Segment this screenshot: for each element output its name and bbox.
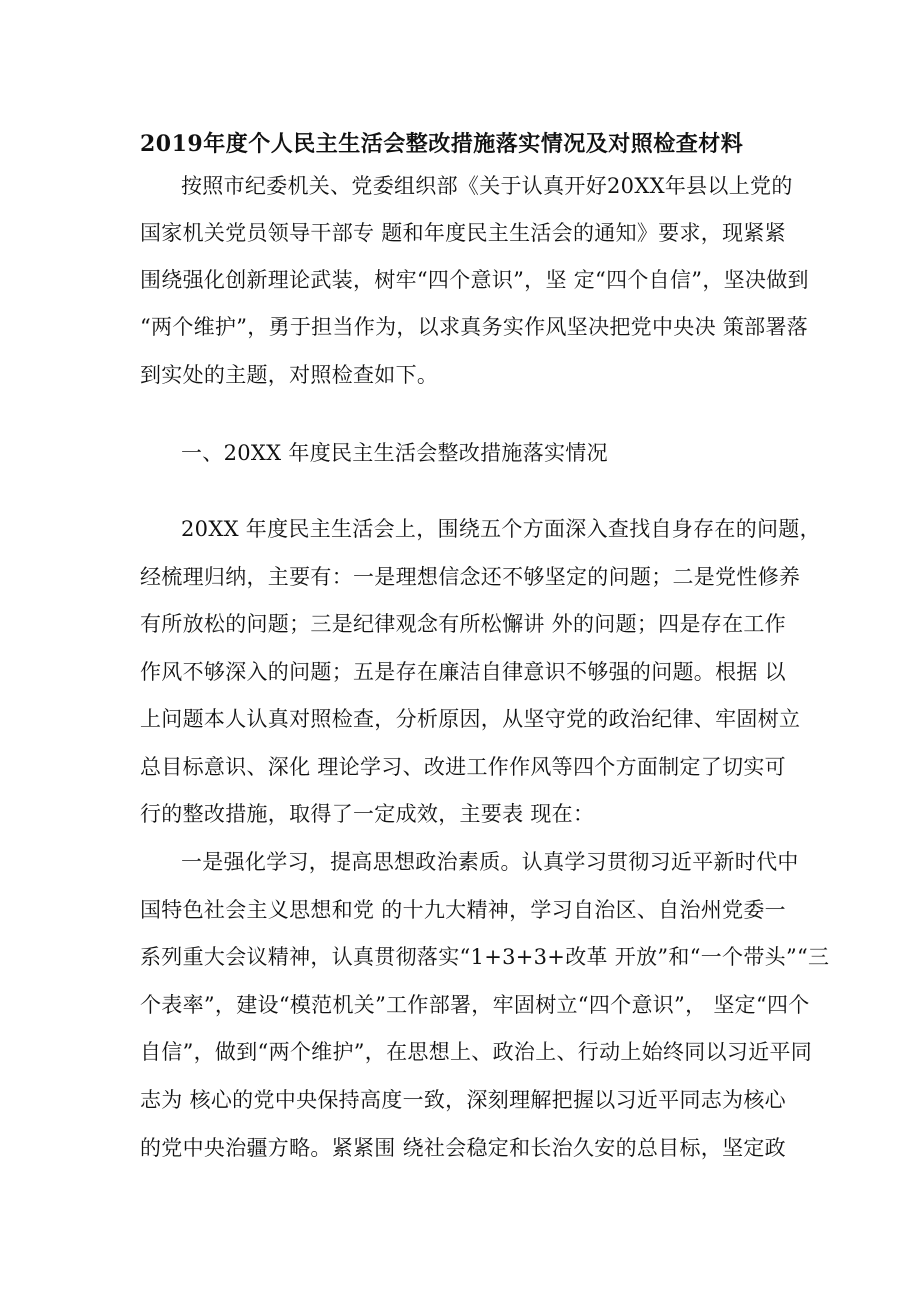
para3-line-4: 个表率”，建设“模范机关”工作部署，牢固树立“四个意识”， 坚定“四个 [140,993,810,1017]
intro-line-3: 围绕强化创新理论武装，树牢“四个意识”，坚 定“四个自信”，坚决做到 [140,268,809,292]
para2-line-3: 有所放松的问题；三是纪律观念有所松懈讲 外的问题；四是存在工作 [140,612,786,636]
intro-line-1: 按照市纪委机关、党委组织部《关于认真开好20XX年县以上党的 [181,174,793,198]
intro-line-5: 到实处的主题，对照检查如下。 [140,363,439,387]
para3-line-5: 自信”，做到“两个维护”，在思想上、政治上、行动上始终同以习近平同 [140,1040,813,1064]
para2-line-7: 行的整改措施，取得了一定成效，主要表 现在： [140,802,595,826]
para2-line-6: 总目标意识、深化 理论学习、改进工作作风等四个方面制定了切实可 [140,755,786,779]
intro-line-2: 国家机关党员领导干部专 题和年度民主生活会的通知》要求，现紧紧 [140,221,786,245]
para3-line-1: 一是强化学习，提高思想政治素质。认真学习贯彻习近平新时代中 [181,850,799,874]
section-heading: 一、20XX 年度民主生活会整改措施落实情况 [181,441,608,465]
para3-line-7: 的党中央治疆方略。紧紧围 绕社会稳定和长治久安的总目标，坚定政 [140,1136,786,1160]
para2-line-5: 上问题本人认真对照检查，分析原因，从坚守党的政治纪律、牢固树立 [140,707,801,731]
para3-line-2: 国特色社会主义思想和党 的十九大精神，学习自治区、自治州党委一 [140,898,786,922]
para2-line-1: 20XX 年度民主生活会上，围绕五个方面深入查找自身存在的问题， [181,517,821,541]
para2-line-2: 经梳理归纳，主要有：一是理想信念还不够坚定的问题；二是党性修养 [140,565,801,589]
document-title: 2019年度个人民主生活会整改措施落实情况及对照检查材料 [140,131,744,157]
intro-line-4: “两个维护”，勇于担当作为，以求真务实作风坚决把党中央决 策部署落 [140,315,809,339]
para2-line-4: 作风不够深入的问题；五是存在廉洁自律意识不够强的问题。根据 以 [140,660,786,684]
para3-line-6: 志为 核心的党中央保持高度一致，深刻理解把握以习近平同志为核心 [140,1088,786,1112]
para3-line-3: 系列重大会议精神，认真贯彻落实“1+3+3+改革 开放”和“一个带头”“三 [140,945,830,969]
